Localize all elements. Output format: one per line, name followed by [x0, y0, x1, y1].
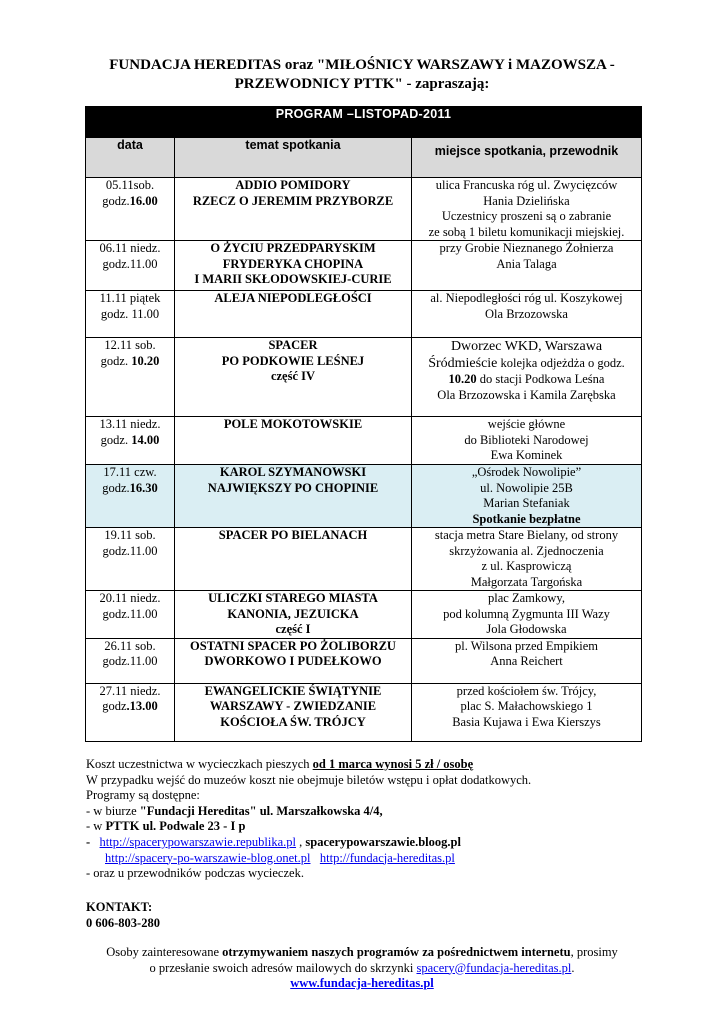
links-line-2 [86, 851, 646, 867]
row-place: Dworzec WKD, Warszawa Śródmieście kolejka odjeżdża o godz. 10.20 do stacji Podkowa Leśna Ola Brzozowska i Kamila Zarębska [412, 338, 642, 417]
cost-line: Koszt uczestnictwa w wycieczkach pieszych od 1 marca wynosi 5 zł / osobę [86, 757, 474, 771]
row-date: 26.11 sob. godz.11.00 [86, 638, 175, 683]
row-date: 13.11 niedz. godz. 14.00 [86, 417, 175, 465]
row-date: 11.11 piątek godz. 11.00 [86, 291, 175, 338]
row-place: al. Niepodległości róg ul. Koszykowej Ola Brzozowska [412, 291, 642, 338]
row-topic: EWANGELICKIE ŚWIĄTYNIE WARSZAWY - ZWIEDZANIE KOŚCIOŁA ŚW. TRÓJCY [175, 683, 412, 741]
date-day: 05.11sob. [105, 178, 155, 192]
contact-phone: 0 606-803-280 [86, 916, 160, 930]
header-topic: temat spotkania [175, 138, 412, 178]
email-link[interactable]: spacery@fundacja-hereditas.pl [416, 960, 572, 975]
pttk-line: - w PTTK ul. Podwale 23 - I p [86, 819, 246, 834]
row-date: 19.11 sob. godz.11.00 [86, 528, 175, 591]
contact-label: KONTAKT: [86, 900, 153, 914]
row-topic: KAROL SZYMANOWSKI NAJWIĘKSZY PO CHOPINIE [175, 465, 412, 528]
header-date: data [86, 138, 175, 178]
website-link[interactable]: www.fundacja-hereditas.pl [290, 976, 434, 991]
republika-link[interactable]: http://spacerypowarszawie.republika.pl [99, 834, 297, 849]
table-row [86, 338, 642, 417]
row-topic: O ŻYCIU PRZEDPARYSKIM FRYDERYKA CHOPINA I MARII SKŁODOWSKIEJ-CURIE [175, 241, 412, 291]
row-place: pl. Wilsona przed Empikiem Anna Reichert [412, 638, 642, 683]
table-row [86, 683, 642, 741]
table-row [86, 417, 642, 465]
office-line: - w biurze "Fundacji Hereditas" ul. Marszałkowska 4/4, [86, 803, 383, 818]
table-row [86, 291, 642, 338]
closing-line-2: o przesłanie swoich adresów mailowych do skrzynki spacery@fundacja-hereditas.pl. [149, 960, 575, 975]
available-line: Programy są dostępne: [86, 788, 200, 803]
table-row [86, 638, 642, 683]
row-topic: ADDIO POMIDORY RZECZ O JEREMIM PRZYBORZE [175, 178, 412, 241]
table-row [86, 178, 642, 241]
date-time: godz.16.00 [102, 193, 158, 208]
row-place: plac Zamkowy, pod kolumną Zygmunta III Wazy Jola Głodowska [412, 591, 642, 639]
museums-line: W przypadku wejść do muzeów koszt nie obejmuje biletów wstępu i opłat dodatkowych. [86, 772, 532, 787]
row-topic: SPACER PO BIELANACH [175, 528, 412, 591]
table-banner: PROGRAM –LISTOPAD-2011 [86, 107, 642, 138]
closing-line-3 [60, 976, 664, 992]
row-place: przy Grobie Nieznanego Żołnierza Ania Talaga [412, 241, 642, 291]
row-place: ulica Francuska róg ul. Zwycięzców Hania Dzielińska Uczestnicy proszeni są o zabranie ze sobą 1 biletu komunikacji miejskiej. [412, 178, 642, 241]
table-row [86, 465, 642, 528]
row-topic: SPACER PO PODKOWIE LEŚNEJ część IV [175, 338, 412, 417]
closing-section [60, 945, 664, 992]
row-date: 20.11 niedz. godz.11.00 [86, 591, 175, 639]
row-topic: OSTATNI SPACER PO ŻOLIBORZU DWORKOWO I PUDEŁKOWO [175, 638, 412, 683]
row-date [86, 178, 175, 241]
table-row [86, 241, 642, 291]
row-place: wejście główne do Biblioteki Narodowej Ewa Kominek [412, 417, 642, 465]
row-place: stacja metra Stare Bielany, od strony skrzyżowania al. Zjednoczenia z ul. Kasprowiczą Małgorzata Targońska [412, 528, 642, 591]
page-title [60, 56, 664, 94]
row-date: 12.11 sob. godz. 10.20 [86, 338, 175, 417]
title-line-2: PRZEWODNICY PTTK" - zapraszają: [234, 76, 490, 92]
row-date: 27.11 niedz. godz.13.00 [86, 683, 175, 741]
table-row [86, 591, 642, 639]
row-topic: POLE MOKOTOWSKIE [175, 417, 412, 465]
row-place: przed kościołem św. Trójcy, plac S. Małachowskiego 1 Basia Kujawa i Ewa Kierszys [412, 683, 642, 741]
onet-blog-link[interactable]: http://spacery-po-warszawie-blog.onet.pl [105, 850, 311, 865]
free-event-note: Spotkanie bezpłatne [472, 511, 581, 526]
row-date: 17.11 czw. godz.16.30 [86, 465, 175, 528]
title-line-1: FUNDACJA HEREDITAS oraz "MIŁOŚNICY WARSZAWY i MAZOWSZA - [109, 57, 615, 73]
links-line-1: - http://spacerypowarszawie.republika.pl , spacerypowarszawie.bloog.pl [86, 834, 461, 849]
contact-section [86, 899, 160, 931]
row-topic: ALEJA NIEPODLEGŁOŚCI [175, 291, 412, 338]
hereditas-link[interactable]: http://fundacja-hereditas.pl [319, 850, 455, 865]
table-row [86, 528, 642, 591]
row-place: „Ośrodek Nowolipie” ul. Nowolipie 25B Marian Stefaniak Spotkanie bezpłatne [412, 465, 642, 528]
header-place: miejsce spotkania, przewodnik [412, 138, 642, 178]
program-table [85, 106, 642, 742]
info-section [86, 757, 646, 882]
closing-line-1: Osoby zainteresowane otrzymywaniem naszych programów za pośrednictwem internetu, prosimy [106, 945, 618, 959]
table-header-row [86, 138, 642, 178]
row-date: 06.11 niedz. godz.11.00 [86, 241, 175, 291]
row-topic: ULICZKI STAREGO MIASTA KANONIA, JEZUICKA część I [175, 591, 412, 639]
table-banner-row [86, 107, 642, 138]
guides-line: - oraz u przewodników podczas wycieczek. [86, 866, 304, 881]
